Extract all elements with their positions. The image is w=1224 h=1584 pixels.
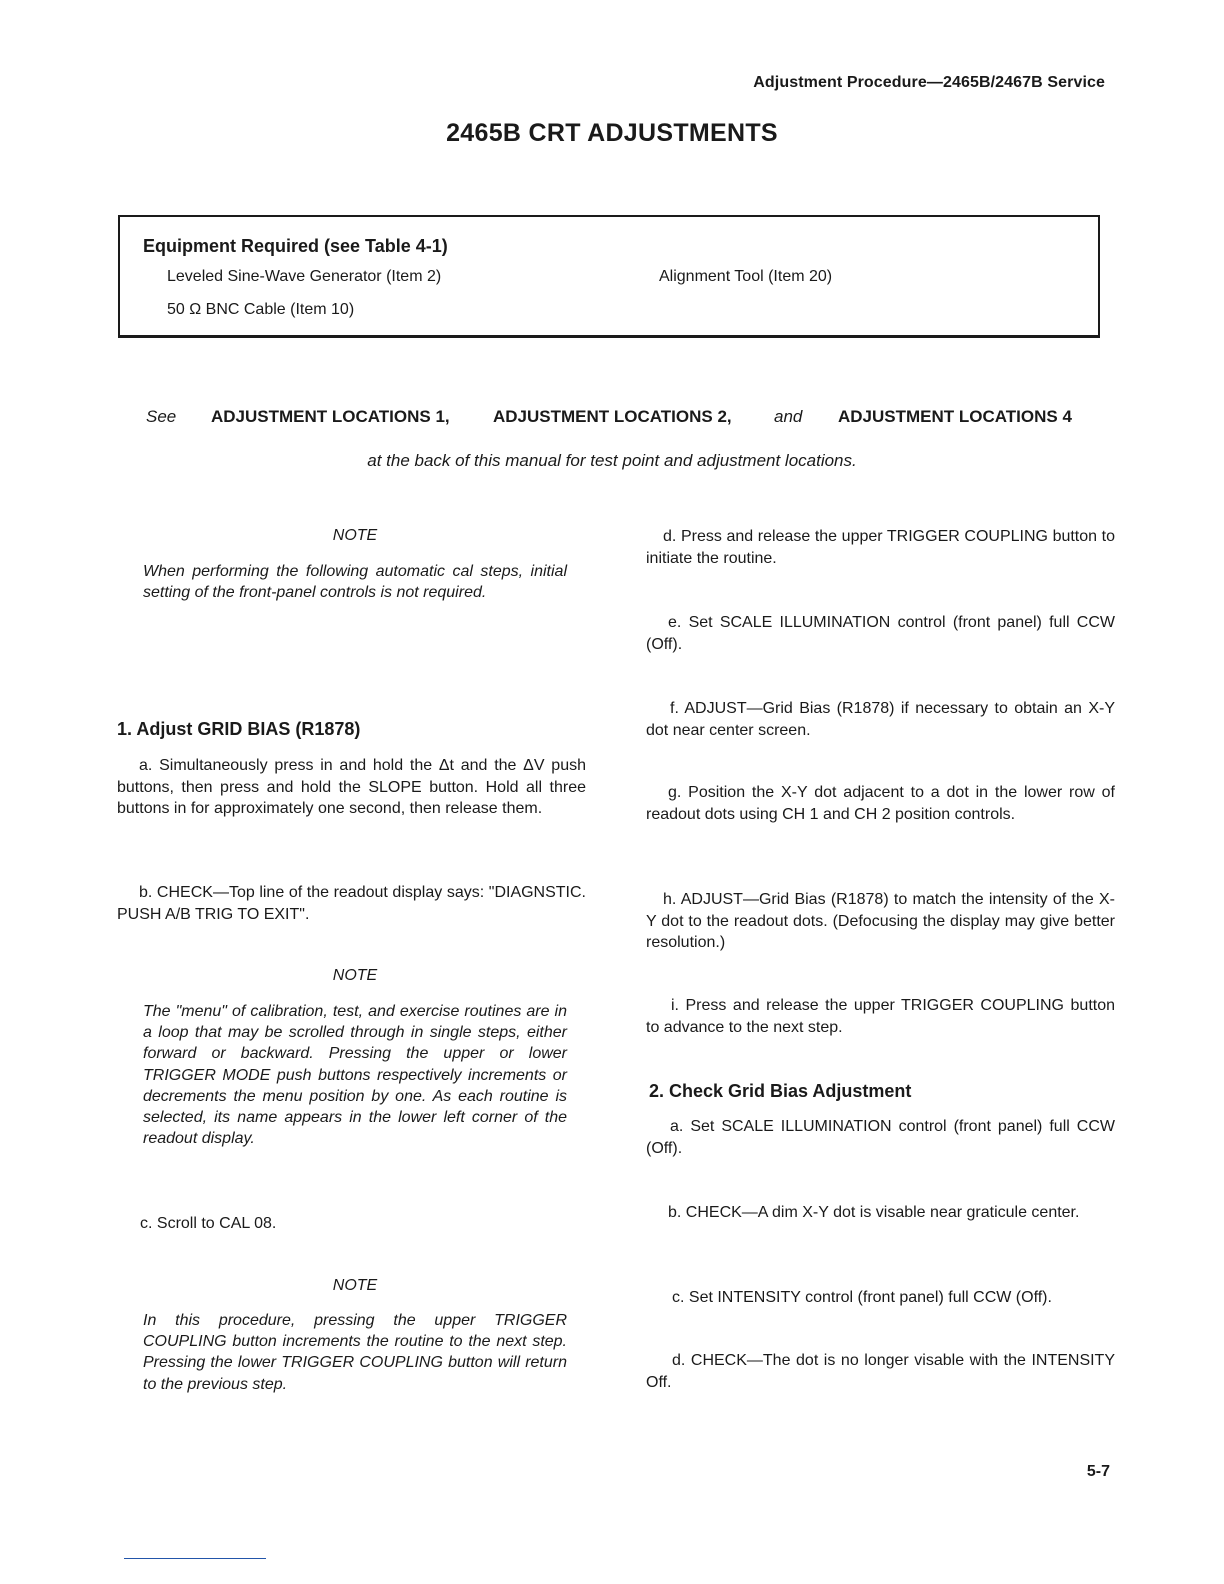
see-location-4: ADJUSTMENT LOCATIONS 4 xyxy=(838,407,1072,426)
equipment-title: Equipment Required (see Table 4-1) xyxy=(143,236,448,256)
step-2d: d. CHECK—The dot is no longer visable with the INTENSITY Off. xyxy=(646,1352,1115,1391)
note-2 xyxy=(143,967,567,985)
step-1a: a. Simultaneously press in and hold the Δt and the ΔV push buttons, then press and hold the SLOPE button. Hold all three buttons in for approximately one second, then release them. xyxy=(117,757,586,817)
footer-rule xyxy=(124,1558,266,1559)
step-1e: e. Set SCALE ILLUMINATION control (front panel) full CCW (Off). xyxy=(646,614,1115,653)
step-2a: a. Set SCALE ILLUMINATION control (front panel) full CCW (Off). xyxy=(646,1118,1115,1157)
section-1-title: 1. Adjust GRID BIAS (R1878) xyxy=(117,719,361,739)
note-1-body: When performing the following automatic cal steps, initial setting of the front-panel controls is not required. xyxy=(143,563,567,602)
equipment-item-bnc-cable: 50 Ω BNC Cable (Item 10) xyxy=(167,301,355,318)
step-1b: b. CHECK—Top line of the readout display says: "DIAGNSTIC. PUSH A/B TRIG TO EXIT". xyxy=(117,884,586,923)
step-1f: f. ADJUST—Grid Bias (R1878) if necessary to obtain an X-Y dot near center screen. xyxy=(646,700,1115,739)
equipment-item-alignment-tool: Alignment Tool (Item 20) xyxy=(659,268,833,285)
section-2-title: 2. Check Grid Bias Adjustment xyxy=(649,1081,912,1101)
note-3 xyxy=(143,1277,567,1295)
step-1d: d. Press and release the upper TRIGGER COUPLING button to initiate the routine. xyxy=(646,528,1115,567)
running-head: Adjustment Procedure—2465B/2467B Service xyxy=(753,74,1105,91)
step-1i: i. Press and release the upper TRIGGER COUPLING button to advance to the next step. xyxy=(646,997,1115,1036)
see-location-2: ADJUSTMENT LOCATIONS 2, xyxy=(493,407,732,426)
see-and: and xyxy=(774,407,803,426)
note-2-body: The "menu" of calibration, test, and exercise routines are in a loop that may be scrolled through in single steps, either forward or backward. Pressing the upper or lower TRIGGER MODE push buttons respectively increments or decrements the menu position by one. As each routine is selected, its name appears in the lower left corner of the readout display. xyxy=(143,1003,567,1148)
step-1h: h. ADJUST—Grid Bias (R1878) to match the intensity of the X-Y dot to the readout dots. (Defocusing the display may give better resolution.) xyxy=(646,891,1115,951)
note-3-body: In this procedure, pressing the upper TRIGGER COUPLING button increments the routine to the next step. Pressing the lower TRIGGER COUPLING button will return to the previous step. xyxy=(143,1312,567,1393)
note-1-heading: NOTE xyxy=(332,527,378,544)
see-subtext: at the back of this manual for test point and adjustment locations. xyxy=(367,451,857,470)
step-2c: c. Set INTENSITY control (front panel) full CCW (Off). xyxy=(672,1289,1052,1306)
note-3-heading: NOTE xyxy=(332,1277,378,1294)
equipment-item-generator: Leveled Sine-Wave Generator (Item 2) xyxy=(167,268,442,285)
note-2-heading: NOTE xyxy=(332,967,378,984)
see-label: See xyxy=(146,407,177,426)
see-location-1: ADJUSTMENT LOCATIONS 1, xyxy=(211,407,450,426)
page-number: 5-7 xyxy=(1086,1463,1110,1480)
page-title: 2465B CRT ADJUSTMENTS xyxy=(446,119,778,147)
note-1 xyxy=(143,527,567,545)
step-1g: g. Position the X-Y dot adjacent to a dot in the lower row of readout dots using CH 1 and CH 2 position controls. xyxy=(646,784,1115,823)
step-2b: b. CHECK—A dim X-Y dot is visable near graticule center. xyxy=(668,1204,1080,1221)
equipment-box xyxy=(118,215,1100,338)
step-1c: c. Scroll to CAL 08. xyxy=(140,1215,277,1232)
